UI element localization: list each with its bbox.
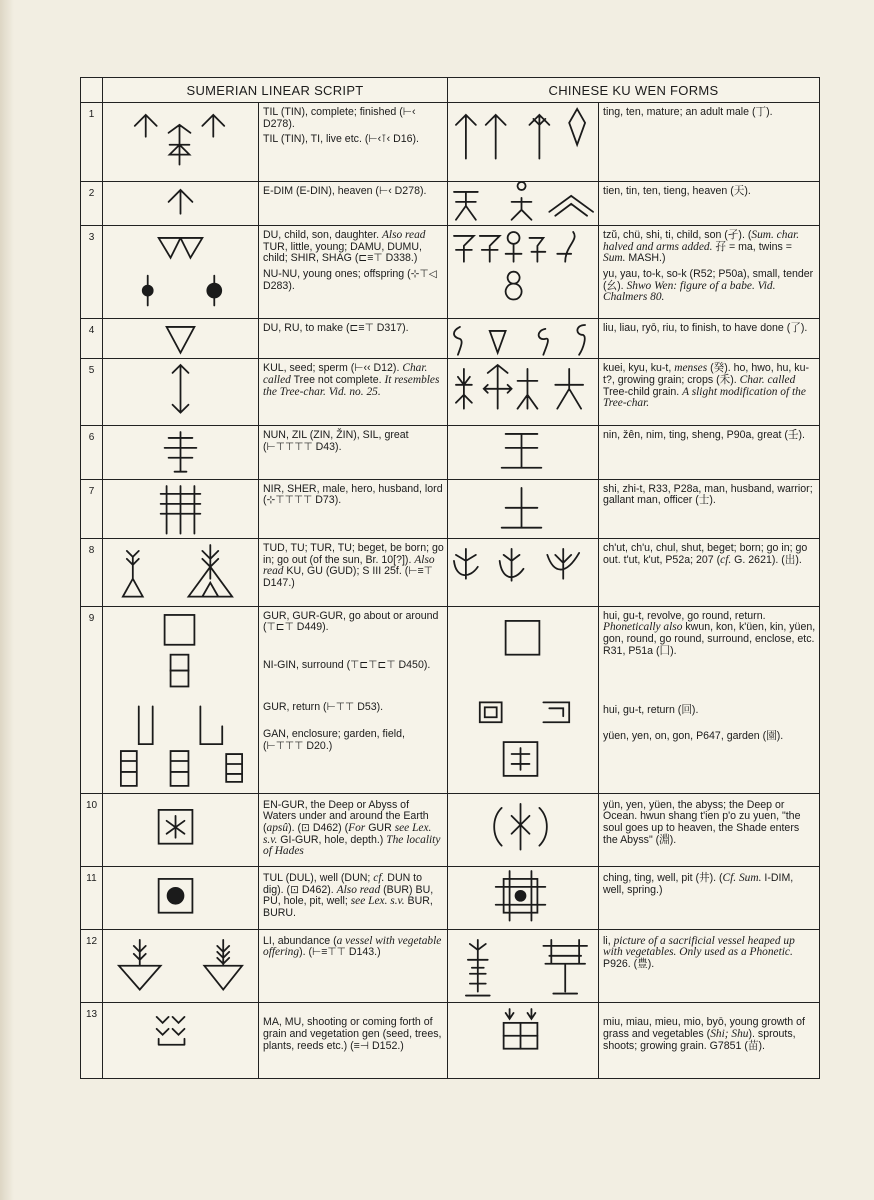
sumerian-glyph <box>103 426 258 479</box>
sumerian-glyph <box>103 539 258 606</box>
table-row <box>81 606 820 793</box>
entry-paragraph <box>263 107 444 130</box>
table-row <box>81 479 820 539</box>
chinese-description <box>599 181 820 226</box>
sumerian-glyph <box>103 359 258 425</box>
entry-text: ). sprouts, shoots; growing grain. G7851 (苗). <box>603 1027 796 1052</box>
sumerian-glyph-cell <box>103 103 259 182</box>
comparison-table <box>80 77 820 1079</box>
chinese-glyph <box>448 480 598 539</box>
sumerian-description <box>259 425 448 479</box>
sumerian-description <box>259 1003 448 1079</box>
sumerian-glyph-cell <box>103 181 259 226</box>
chinese-description <box>599 606 820 793</box>
entry-paragraph <box>263 660 444 672</box>
sumerian-glyph <box>103 867 258 929</box>
chinese-glyph <box>448 226 598 317</box>
row-number: 5 <box>81 359 103 426</box>
entry-text: EN-GUR, the Deep or Abyss of Waters under and around the Earth ( <box>263 798 429 834</box>
entry-paragraph <box>603 230 816 265</box>
chinese-glyph-cell <box>448 103 599 182</box>
sumerian-description <box>259 359 448 426</box>
sumerian-glyph-cell <box>103 539 259 607</box>
entry-paragraph <box>603 611 816 657</box>
entry-text: kuei, kyu, ku-t, <box>603 362 675 375</box>
italic-text: see Lex. s.v. <box>350 895 405 908</box>
entry-paragraph <box>603 873 816 896</box>
italic-text: Shi; Shu <box>710 1027 749 1040</box>
entry-text: BUR, BURU. <box>263 895 433 920</box>
entry-text: Tree not complete. <box>290 373 385 386</box>
sumerian-glyph <box>103 182 258 226</box>
entry-paragraph <box>603 1017 816 1052</box>
table-row <box>81 539 820 607</box>
entry-text: GUR, return (⊢⊤⊤ D53). <box>263 700 384 713</box>
sumerian-description <box>259 539 448 607</box>
entry-paragraph <box>263 543 444 589</box>
chinese-glyph <box>448 1003 598 1078</box>
entry-text: ch'ut, ch'u, chul, shut, beget; born; go in; go out. t'ut, k'ut, P52a; 207 ( <box>603 542 808 566</box>
sumerian-glyph-cell <box>103 1003 259 1079</box>
chinese-glyph <box>448 182 598 226</box>
entry-paragraph <box>263 611 444 634</box>
italic-text: Also read <box>263 553 435 578</box>
chinese-glyph-cell <box>448 606 599 793</box>
sumerian-glyph-cell <box>103 359 259 426</box>
row-number: 7 <box>81 479 103 539</box>
entry-text: GAN, enclosure; garden, field, (⊢⊤⊤⊤ D20.) <box>263 728 405 752</box>
chinese-glyph-cell <box>448 181 599 226</box>
chinese-glyph-cell <box>448 359 599 426</box>
entry-text: TIL (TIN), complete; finished (⊢‹ D278). <box>263 106 416 130</box>
entry-text: yu, yau, to-k, so-k (R52; P50a), small, tender (幺). <box>603 267 814 292</box>
italic-text: The locality of Hades <box>263 833 441 858</box>
sumerian-glyph <box>103 607 258 793</box>
italic-text: menses <box>674 362 708 375</box>
entry-text: G. 2621). (出). <box>731 553 802 566</box>
sumerian-glyph-cell <box>103 793 259 867</box>
entry-text: DU, child, son, daughter. <box>263 229 382 242</box>
entry-text: TIL (TIN), TI, live etc. (⊢‹⊺‹ D16). <box>263 133 420 146</box>
italic-text: Phonetically also <box>603 621 683 634</box>
entry-paragraph <box>263 873 444 919</box>
sumerian-description <box>259 929 448 1003</box>
entry-paragraph <box>263 186 444 198</box>
row-number: 4 <box>81 318 103 359</box>
entry-text: DUN to dig). (⊡ D462). <box>263 872 423 896</box>
sumerian-description <box>259 103 448 182</box>
sumerian-description <box>259 793 448 867</box>
entry-paragraph <box>263 430 444 453</box>
chinese-glyph <box>448 103 598 180</box>
entry-text: (BUR) BU, PU, hole, pit, well; <box>263 883 434 908</box>
entry-text: TUR, little, young; DAMU, DUMU, child; SHIR, SHAG (⊏≡⊤ D338.) <box>263 240 422 265</box>
chinese-description <box>599 867 820 930</box>
entry-text: KU, GU (GUD); S III 25f. (⊢≡⊤ D147.) <box>263 565 433 589</box>
entry-text: miu, miau, mieu, mio, byō, young growth of grass and vegetables ( <box>603 1016 805 1040</box>
italic-text: Sum. <box>603 252 626 265</box>
entry-text: ting, ten, mature; an adult male (丁). <box>603 106 773 118</box>
entry-text: MA, MU, shooting or coming forth of grain and vegetation gen (seed, trees, plants, reeds etc.) (≡⊣ D152.) <box>263 1016 442 1052</box>
entry-text: tien, tin, ten, tieng, heaven (天). <box>603 184 751 197</box>
entry-text: DU, RU, to make (⊏≡⊤ D317). <box>263 321 409 334</box>
entry-paragraph <box>263 363 444 398</box>
italic-text: cf. <box>373 872 385 885</box>
sumerian-glyph-cell <box>103 318 259 359</box>
sumerian-description <box>259 606 448 793</box>
italic-text: see Lex. s.v. <box>263 821 432 846</box>
entry-text: P926. (豊). <box>603 958 655 971</box>
italic-text: Also read <box>336 883 381 896</box>
entry-paragraph <box>603 936 816 971</box>
entry-text: nin, žên, nim, ting, sheng, P90a, great (壬). <box>603 428 805 441</box>
chinese-glyph-cell <box>448 318 599 359</box>
chinese-glyph <box>448 794 598 867</box>
table-row <box>81 793 820 867</box>
italic-text: Char. called <box>739 373 796 386</box>
page-edge-shadow <box>0 0 14 1200</box>
entry-text: I-DIM, well, spring.) <box>603 872 794 896</box>
entry-paragraph <box>263 936 444 959</box>
header-number <box>81 78 103 103</box>
header-chinese: CHINESE KU WEN FORMS <box>448 78 820 103</box>
entry-text: ). (⊡ D462) ( <box>288 821 349 834</box>
chinese-glyph <box>448 426 598 479</box>
entry-paragraph <box>263 134 444 146</box>
italic-text: For <box>348 821 366 834</box>
entry-paragraph <box>603 543 816 566</box>
chinese-glyph-cell <box>448 867 599 930</box>
italic-text: Sum. char. halved and arms added. <box>603 229 800 253</box>
chinese-description <box>599 359 820 426</box>
entry-text: GUR <box>365 821 395 834</box>
chinese-glyph-cell <box>448 929 599 1003</box>
chinese-glyph <box>448 867 598 929</box>
header-row <box>81 78 820 103</box>
entry-paragraph <box>263 1017 444 1052</box>
chinese-glyph-cell <box>448 226 599 318</box>
entry-text: E-DIM (E-DIN), heaven (⊢‹ D278). <box>263 184 427 197</box>
chinese-glyph-cell <box>448 425 599 479</box>
entry-paragraph <box>603 430 816 442</box>
row-number: 8 <box>81 539 103 607</box>
italic-text: cf. <box>720 553 732 566</box>
entry-paragraph <box>603 323 816 335</box>
sumerian-description <box>259 181 448 226</box>
entry-paragraph <box>603 800 816 846</box>
chinese-description <box>599 425 820 479</box>
table-row <box>81 867 820 930</box>
row-number: 9 <box>81 606 103 793</box>
row-number: 13 <box>81 1003 103 1079</box>
entry-text: (癸). ho, hwo, hu, ku-t?, growing grain; crops (禾). <box>603 362 810 386</box>
row-number: 3 <box>81 226 103 318</box>
entry-paragraph <box>263 269 444 292</box>
row-number: 12 <box>81 929 103 1003</box>
entry-text: yün, yen, yüen, the abyss; the Deep or Ocean. hwun shang t'ien p'o zu yuen, "the soul goes up to heaven, the Shade enters the Abyss" (淵). <box>603 798 801 846</box>
row-number: 11 <box>81 867 103 930</box>
row-number: 2 <box>81 181 103 226</box>
entry-text: LI, abundance ( <box>263 934 337 947</box>
entry-text: KUL, seed; sperm (⊢‹‹ D12). <box>263 362 403 375</box>
chinese-description <box>599 793 820 867</box>
sumerian-glyph <box>103 480 258 539</box>
entry-text: li, <box>603 934 614 947</box>
entry-paragraph <box>603 363 816 409</box>
chinese-glyph <box>448 607 598 793</box>
chinese-glyph <box>448 930 598 1003</box>
sumerian-glyph <box>103 103 258 181</box>
table-row <box>81 226 820 318</box>
chinese-description <box>599 1003 820 1079</box>
entry-text: 孖 = ma, twins = <box>712 240 792 253</box>
entry-paragraph <box>603 731 816 743</box>
entry-paragraph <box>603 484 816 507</box>
header-sumerian: SUMERIAN LINEAR SCRIPT <box>103 78 448 103</box>
entry-text: NUN, ZIL (ZIN, ŽIN), SIL, great (⊢⊤⊤⊤⊤ D43). <box>263 428 409 453</box>
sumerian-description <box>259 479 448 539</box>
sumerian-glyph <box>103 794 258 867</box>
entry-paragraph <box>263 230 444 265</box>
sumerian-glyph <box>103 1003 258 1078</box>
entry-paragraph <box>603 269 816 304</box>
table-row <box>81 359 820 426</box>
italic-text: Cf. Sum. <box>722 872 762 885</box>
chinese-glyph-cell <box>448 1003 599 1079</box>
entry-paragraph <box>263 729 444 752</box>
row-number: 1 <box>81 103 103 182</box>
entry-paragraph <box>263 702 444 714</box>
sumerian-description <box>259 867 448 930</box>
sumerian-glyph <box>103 930 258 1003</box>
sumerian-glyph <box>103 226 258 317</box>
table-row <box>81 103 820 182</box>
entry-text: shi, zhi-t, R33, P28a, man, husband, warrior; gallant man, officer (士). <box>603 482 813 507</box>
table-row <box>81 1003 820 1079</box>
italic-text: Char. called <box>263 362 428 386</box>
entry-paragraph <box>603 186 816 198</box>
entry-text: NI-GIN, surround (⊤⊏⊤⊏⊤ D450). <box>263 658 431 671</box>
sumerian-glyph-cell <box>103 929 259 1003</box>
chinese-glyph-cell <box>448 793 599 867</box>
entry-paragraph <box>603 107 816 119</box>
entry-text: kwun, kon, k'üen, kin, yüen, gon, round, go round, surround, enclose, etc. R31, P51a (囗). <box>603 621 816 657</box>
chinese-description <box>599 479 820 539</box>
sumerian-glyph-cell <box>103 479 259 539</box>
chinese-description <box>599 539 820 607</box>
table-row <box>81 318 820 359</box>
sumerian-glyph <box>103 319 258 359</box>
entry-text: hui, gu-t, revolve, go round, return. <box>603 609 766 622</box>
entry-paragraph <box>263 323 444 335</box>
row-number: 10 <box>81 793 103 867</box>
chinese-glyph <box>448 539 598 606</box>
italic-text: a vessel with vegetable offering <box>263 934 442 959</box>
sumerian-description <box>259 318 448 359</box>
sumerian-glyph-cell <box>103 425 259 479</box>
table-row <box>81 181 820 226</box>
entry-text: TUL (DUL), well (DUN; <box>263 872 374 885</box>
entry-text: tzŭ, chü, shi, ti, child, son (孑). ( <box>603 229 752 242</box>
entry-text: hui, gu-t, return (回). <box>603 704 699 717</box>
entry-text: Tree-child grain. <box>603 385 683 398</box>
sumerian-glyph-cell <box>103 226 259 318</box>
entry-paragraph <box>263 484 444 507</box>
chinese-description <box>599 103 820 182</box>
chinese-glyph <box>448 359 598 425</box>
entry-paragraph <box>263 800 444 858</box>
sumerian-glyph-cell <box>103 606 259 793</box>
entry-text: liu, liau, ryō, riu, to finish, to have done (了). <box>603 321 808 334</box>
entry-text: GI-GUR, hole, depth.) <box>277 833 387 846</box>
sumerian-description <box>259 226 448 318</box>
italic-text: It resembles the Tree-char. Vid. no. 25. <box>263 373 440 398</box>
italic-text: apsû <box>266 821 289 834</box>
table-row <box>81 929 820 1003</box>
entry-text: GUR, GUR-GUR, go about or around (⊤⊏⊤ D449). <box>263 609 439 634</box>
entry-paragraph <box>603 705 816 717</box>
italic-text: Shwo Wen: figure of a babe. Vid. Chalmers 80. <box>603 279 776 304</box>
entry-text: NU-NU, young ones; offspring (⊹⊤◁ D283). <box>263 267 437 292</box>
chinese-description <box>599 318 820 359</box>
entry-text: TUD, TU; TUR, TU; beget, be born; go in; go out (of the sun, Br. 10[?]). <box>263 542 444 566</box>
chinese-glyph-cell <box>448 479 599 539</box>
chinese-glyph-cell <box>448 539 599 607</box>
row-number: 6 <box>81 425 103 479</box>
chinese-glyph <box>448 319 598 359</box>
chinese-description <box>599 929 820 1003</box>
italic-text: Also read <box>381 229 426 242</box>
table-row <box>81 425 820 479</box>
entry-text: NIR, SHER, male, hero, husband, lord (⊹⊤⊤⊤⊤ D73). <box>263 482 443 507</box>
entry-text: yüen, yen, on, gon, P647, garden (園). <box>603 729 784 742</box>
italic-text: A slight modification of the Tree-char. <box>603 385 806 410</box>
chinese-description <box>599 226 820 318</box>
sumerian-glyph-cell <box>103 867 259 930</box>
entry-text: MASH.) <box>625 252 666 265</box>
italic-text: picture of a sacrificial vessel heaped up with vegetables. Only used as a Phonetic. <box>603 934 795 959</box>
entry-text: ching, ting, well, pit (井). ( <box>603 872 723 885</box>
entry-text: ). (⊢≡⊤⊤ D143.) <box>299 946 381 959</box>
